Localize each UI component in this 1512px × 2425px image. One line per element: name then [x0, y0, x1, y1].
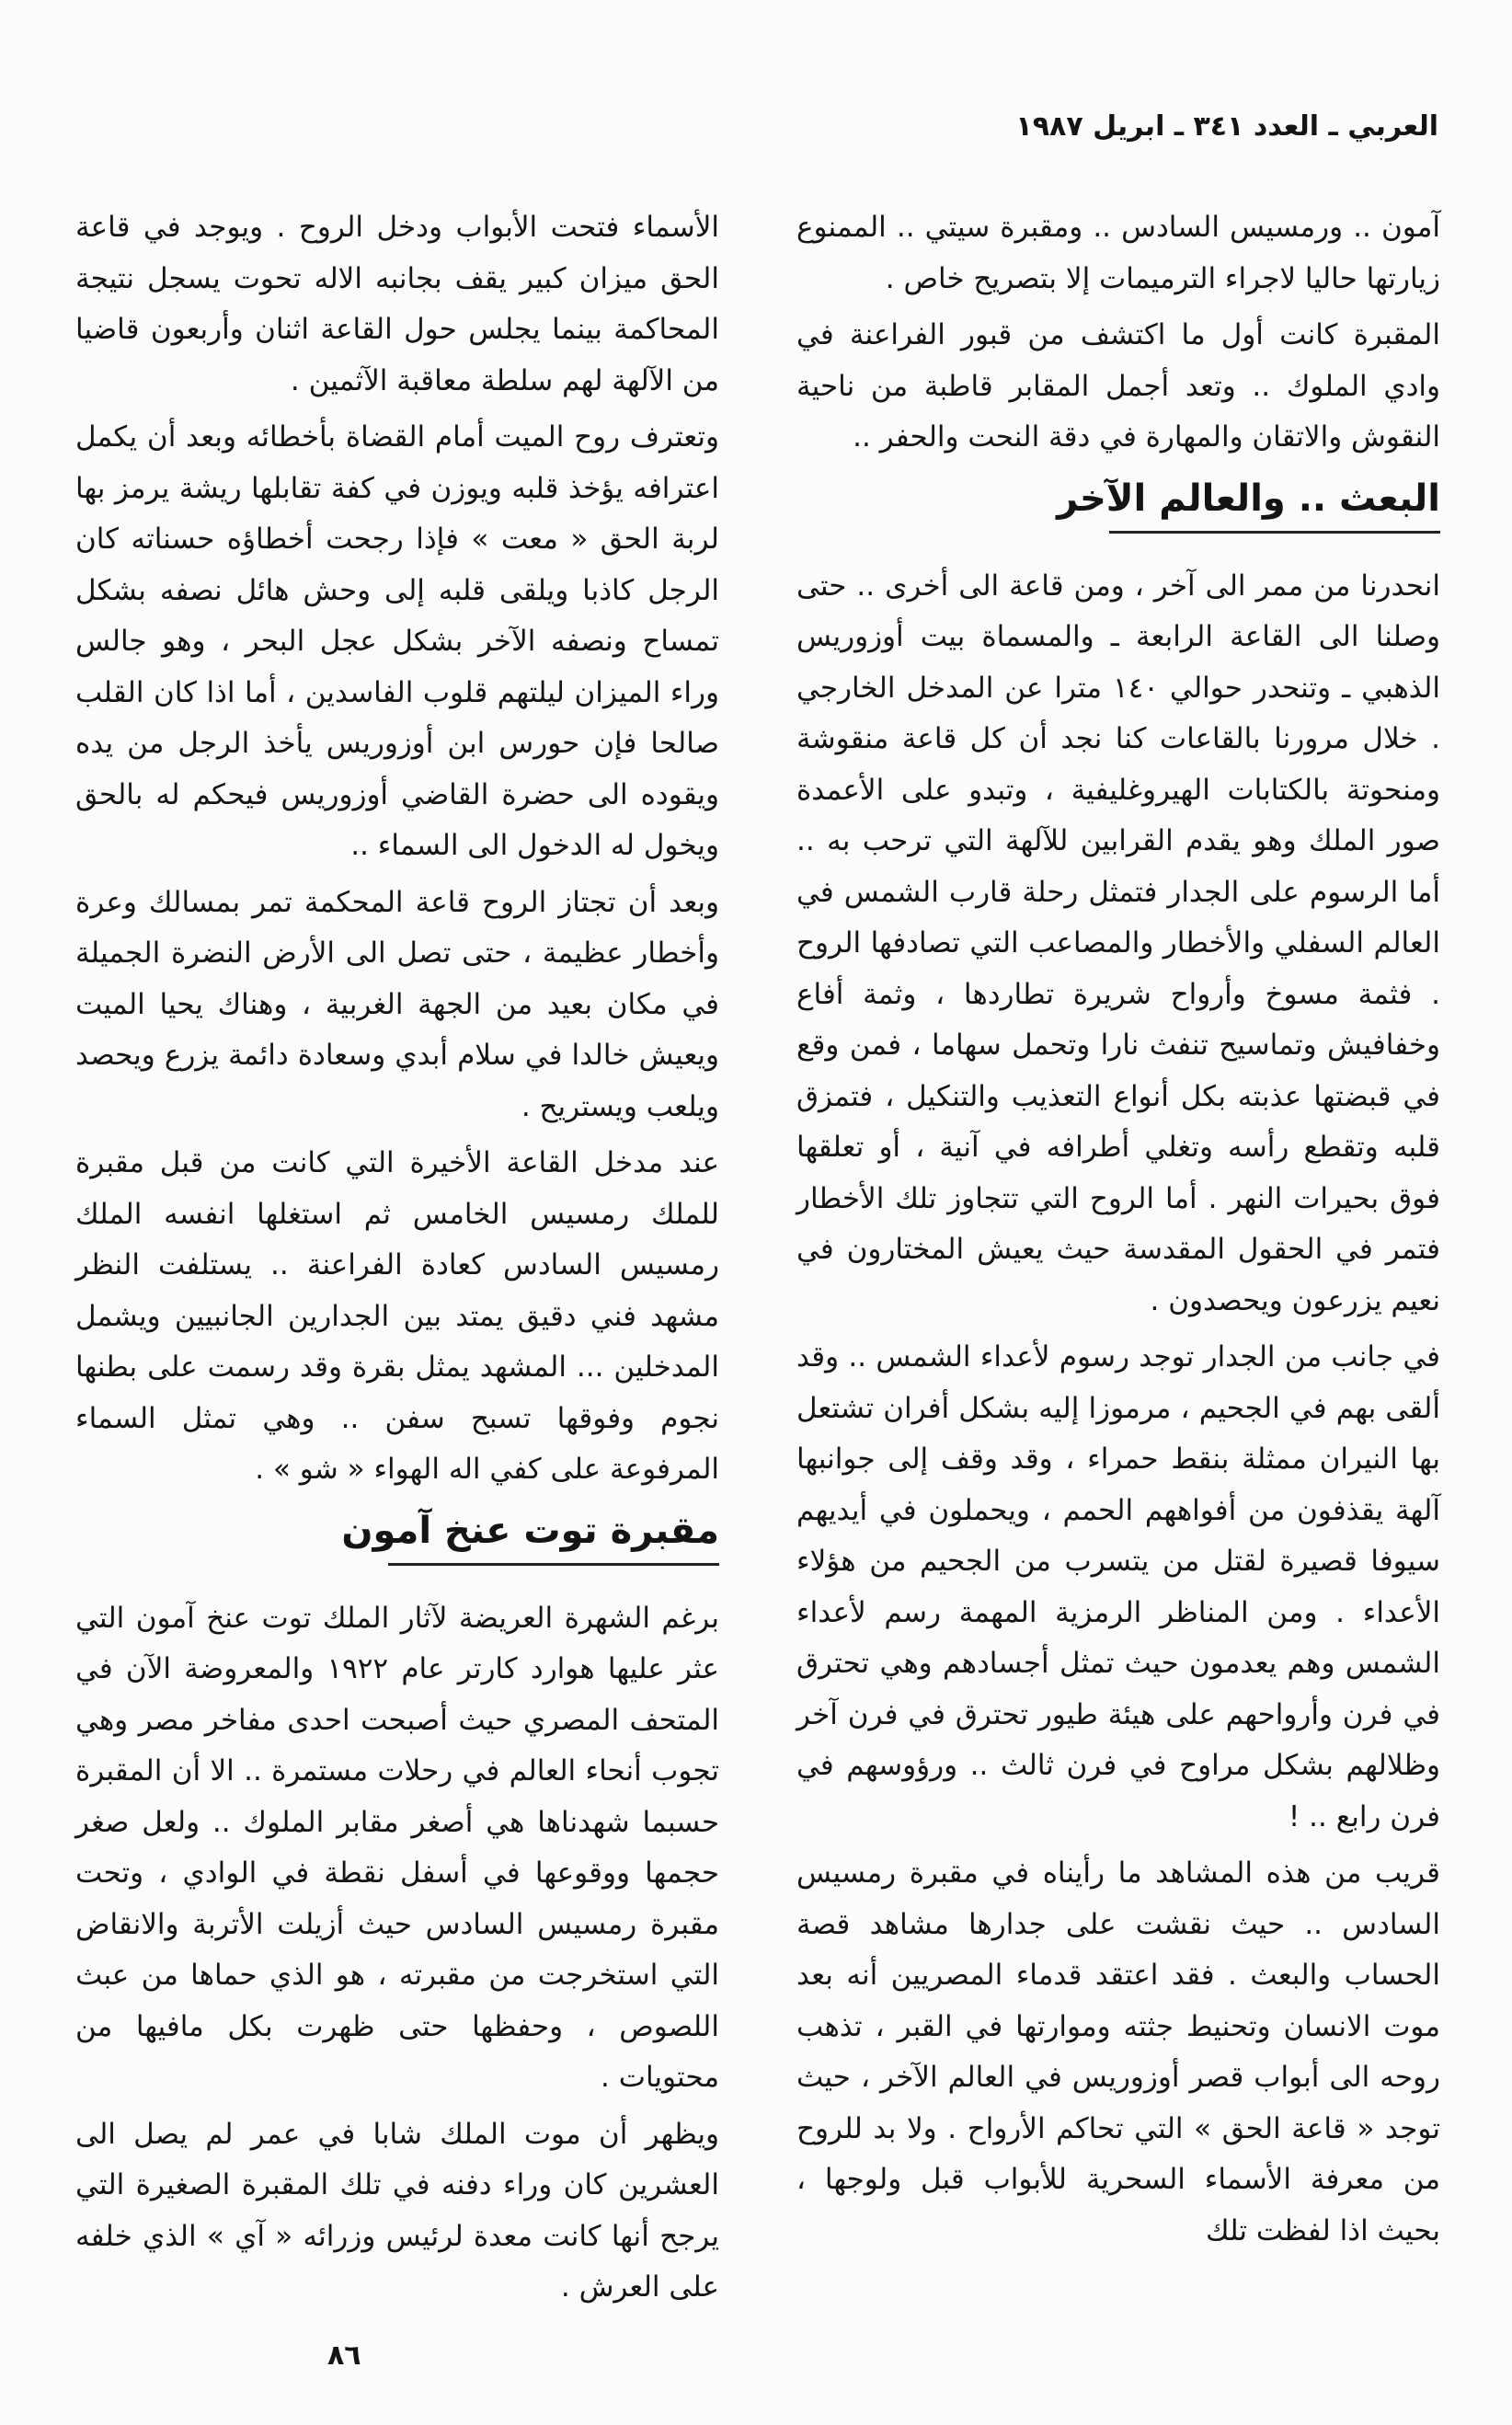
paragraph: انحدرنا من ممر الى آخر ، ومن قاعة الى أخرى .. حتى وصلنا الى القاعة الرابعة ـ والمسماة بيت أوزوريس الذهبي ـ وتنحدر حوالي ١٤٠ مترا عن المدخل الخارجي . خلال مرورنا بالقاعات كنا نجد أن كل قاعة منقوشة ومنحوتة بالكتابات الهيروغليفية ، وتبدو على الأعمدة صور الملك وهو يقدم القرابين للآلهة التي ترحب به .. أما الرسوم على الجدار فتمثل رحلة قارب الشمس في العالم السفلي والأخطار والمصاعب التي تصادفها الروح . فثمة مسوخ وأرواح شريرة تطاردها ، وثمة أفاع وخفافيش وتماسيح تنفث نارا وتحمل سهاما ، فمن وقع في قبضتها عذبته بكل أنواع التعذيب والتنكيل ، فتمزق قلبه وتقطع رأسه وتغلي أطرافه في آنية ، أو تعلقها فوق بحيرات النهر . أما الروح التي تتجاوز تلك الأخطار فتمر في الحقول المقدسة حيث يعيش المختارون في نعيم يزرعون ويحصدون . [796, 569, 1440, 1317]
paragraph: برغم الشهرة العريضة لآثار الملك توت عنخ آمون التي عثر عليها هوارد كارتر عام ١٩٢٢ والمعروضة الآن في المتحف المصري حيث أصبحت احدى مفاخر مصر وهي تجوب أنحاء العالم في رحلات مستمرة .. الا أن المقبرة حسبما شهدناها هي أصغر مقابر الملوك .. ولعل صغر حجمها ووقوعها في أسفل نقطة في الوادي ، وتحت مقبرة رمسيس السادس حيث أزيلت الأتربة والانقاض التي استخرجت من مقبرته ، هو الذي حماها من عبث اللصوص ، وحفظها حتى ظهرت بكل مافيها من محتويات . [75, 1601, 719, 2094]
paragraph: ويظهر أن موت الملك شابا في عمر لم يصل الى العشرين كان وراء دفنه في تلك المقبرة الصغيرة التي يرجح أنها كانت معدة لرئيس وزرائه « آي » الذي خلفه على العرش . [75, 2117, 719, 2304]
paragraph: آمون .. ورمسيس السادس .. ومقبرة سيتي .. الممنوع زيارتها حاليا لاجراء الترميمات إلا بتصريح خاص . [796, 211, 1440, 295]
running-head: العربي ـ العدد ٣٤١ ـ ابريل ١٩٨٧ [1015, 110, 1438, 143]
page-number: ٨٦ [327, 2339, 361, 2372]
paragraph: في جانب من الجدار توجد رسوم لأعداء الشمس .. وقد ألقى بهم في الجحيم ، مرموزا إليه بشكل أفران تشتعل بها النيران ممثلة بنقط حمراء ، وقد وقف إلى جوانبها آلهة يقذفون من أفواههم الحمم ، ويحملون في أيديهم سيوفا قصيرة لقتل من يتسرب من الجحيم من هؤلاء الأعداء . ومن المناظر الرمزية المهمة رسم لأعداء الشمس وهم يعدمون حيث تمثل أجسادهم وهي تحترق في فرن وأرواحهم على هيئة طيور تحترق في فرن آخر وظلالهم بشكل مراوح في فرن ثالث .. ورؤوسهم في فرن رابع .. ! [796, 1340, 1440, 1833]
paragraph: المقبرة كانت أول ما اكتشف من قبور الفراعنة في وادي الملوك .. وتعد أجمل المقابر قاطبة من ناحية النقوش والاتقان والمهارة في دقة النحت والحفر .. [796, 318, 1440, 454]
section-heading-tutankhamun: مقبرة توت عنخ آمون [75, 1503, 719, 1566]
paragraph: الأسماء فتحت الأبواب ودخل الروح . ويوجد في قاعة الحق ميزان كبير يقف بجانبه الاله تحوت يسجل نتيجة المحاكمة بينما يجلس حول القاعة اثنان وأربعون قاضيا من الآلهة لهم سلطة معاقبة الآثمين . [75, 211, 719, 397]
paragraph: وبعد أن تجتاز الروح قاعة المحكمة تمر بمسالك وعرة وأخطار عظيمة ، حتى تصل الى الأرض النضرة الجميلة في مكان بعيد من الجهة الغربية ، وهناك يحيا الميت ويعيش خالدا في سلام أبدي وسعادة دائمة يزرع ويحصد ويلعب ويستريح . [75, 885, 719, 1123]
column-left [75, 202, 719, 2319]
paragraph: وتعترف روح الميت أمام القضاة بأخطائه وبعد أن يكمل اعترافه يؤخذ قلبه ويوزن في كفة تقابلها ريشة يرمز بها لربة الحق « معت » فإذا رجحت أخطاؤه حسناته كان الرجل كاذبا ويلقى قلبه إلى وحش هائل نصفه بشكل تمساح ونصفه الآخر بشكل عجل البحر ، وهو جالس وراء الميزان ليلتهم قلوب الفاسدين ، أما اذا كان القلب صالحا فإن حورس ابن أوزوريس يأخذ الرجل من يده ويقوده الى حضرة القاضي أوزوريس فيحكم له بالحق ويخول له الدخول الى السماء .. [75, 420, 719, 862]
paragraph: قريب من هذه المشاهد ما رأيناه في مقبرة رمسيس السادس .. حيث نقشت على جدارها مشاهد قصة الحساب والبعث . فقد اعتقد قدماء المصريين أنه بعد موت الانسان وتحنيط جثته وموارتها في القبر ، تذهب روحه الى أبواب قصر أوزوريس في العالم الآخر ، حيث توجد « قاعة الحق » التي تحاكم الأرواح . ولا بد للروح من معرفة الأسماء السحرية للأبواب قبل ولوجها ، بحيث اذا لفظت تلك [796, 1856, 1440, 2247]
column-right [796, 202, 1440, 2262]
section-heading-resurrection: البعث .. والعالم الآخر [796, 471, 1440, 534]
paragraph: عند مدخل القاعة الأخيرة التي كانت من قبل مقبرة للملك رمسيس الخامس ثم استغلها انفسه الملك رمسيس السادس كعادة الفراعنة .. يستلفت النظر مشهد فني دقيق يمتد بين الجدارين الجانبيين ويشمل المدخلين ... المشهد يمثل بقرة وقد رسمت على بطنها نجوم وفوقها تسبح سفن .. وهي تمثل السماء المرفوعة على كفي اله الهواء « شو » . [75, 1146, 719, 1486]
